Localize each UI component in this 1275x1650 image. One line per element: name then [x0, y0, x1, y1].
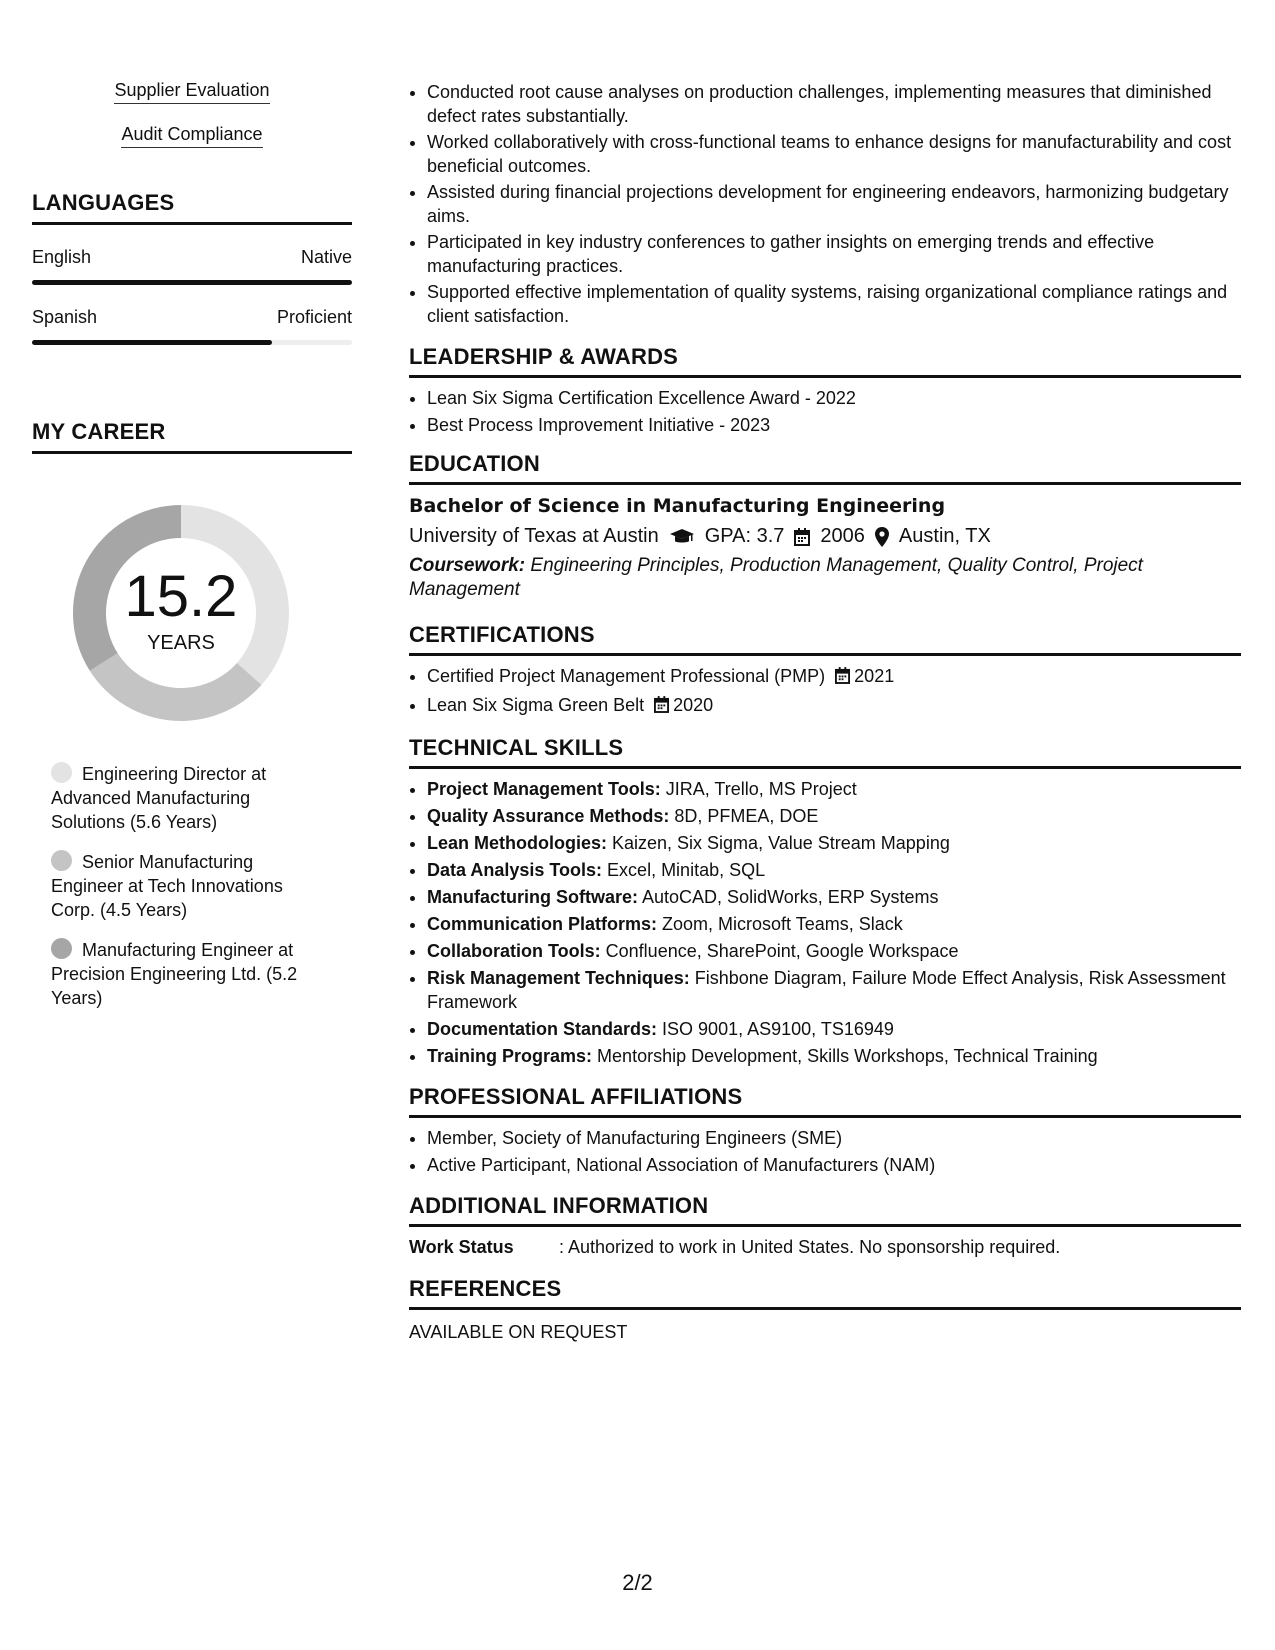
career-legend-text: Engineering Director at Advanced Manufacturing Solutions (5.6 Years): [51, 764, 267, 832]
skill-item: [427, 804, 1241, 828]
skill-item: [427, 831, 1241, 855]
career-legend-item: [51, 938, 316, 1010]
legend-dot-icon: [51, 850, 72, 871]
certification-item: [427, 693, 1241, 719]
left-column: [32, 80, 352, 1026]
career-total-unit: YEARS: [147, 632, 215, 654]
language-name: English: [32, 247, 92, 267]
skill-label: Manufacturing Software:: [427, 887, 639, 907]
affiliations-section: [409, 1084, 1241, 1177]
education-location: Austin, TX: [898, 525, 991, 547]
skill-value: ISO 9001, AS9100, TS16949: [657, 1019, 894, 1039]
skill-value: JIRA, Trello, MS Project: [660, 779, 857, 799]
work-status-label: Work Status: [409, 1237, 514, 1257]
technical-skills-list: [409, 777, 1241, 1068]
graduation-year: 2006: [820, 525, 865, 547]
skill-value: Fishbone Diagram, Failure Mode Effect Analysis, Risk Assessment Framework: [427, 968, 1226, 1012]
leadership-section: [409, 344, 1241, 437]
skill-label: Training Programs:: [427, 1046, 593, 1066]
language-level: Native: [300, 247, 352, 267]
references-text: AVAILABLE ON REQUEST: [409, 1322, 628, 1342]
degree-title: Bachelor of Science in Manufacturing Engineering: [409, 495, 946, 517]
career-heading: MY CAREER: [32, 419, 352, 454]
certifications-heading: CERTIFICATIONS: [409, 622, 1241, 656]
skill-value: Confluence, SharePoint, Google Workspace: [600, 941, 959, 961]
certification-name: Lean Six Sigma Green Belt: [427, 695, 645, 715]
career-section: [32, 419, 352, 1010]
calendar-icon: [794, 528, 810, 546]
career-legend-text: Senior Manufacturing Engineer at Tech Innovations Corp. (4.5 Years): [51, 852, 283, 920]
skill-item: [427, 777, 1241, 801]
technical-skills-heading: TECHNICAL SKILLS: [409, 735, 1241, 769]
legend-dot-icon: [51, 938, 72, 959]
certification-item: [427, 664, 1241, 690]
language-level-bar: [32, 340, 352, 345]
leadership-list: [409, 386, 1241, 437]
experience-bullet: • Worked collaboratively with cross-functional teams to enhance designs for manufacturability and cost beneficial outcomes.: [427, 130, 1241, 178]
graduation-cap-icon: [669, 528, 695, 546]
coursework-label: Coursework:: [409, 555, 526, 576]
skill-label: Data Analysis Tools:: [427, 860, 603, 880]
language-level-fill: [32, 280, 352, 285]
certification-year: 2021: [854, 666, 895, 686]
work-status-value: : Authorized to work in United States. No sponsorship required.: [559, 1237, 1061, 1257]
map-pin-icon: [875, 527, 889, 547]
skill-value: AutoCAD, SolidWorks, ERP Systems: [638, 887, 939, 907]
skill-label: Communication Platforms:: [427, 914, 658, 934]
skill-value: Excel, Minitab, SQL: [602, 860, 766, 880]
language-name: Spanish: [32, 307, 98, 327]
language-level: Proficient: [276, 307, 352, 327]
references-heading: REFERENCES: [409, 1276, 1241, 1310]
calendar-icon: [654, 695, 669, 719]
certifications-list: [409, 664, 1241, 719]
coursework: [409, 554, 1241, 602]
certification-year: 2020: [673, 695, 714, 715]
skill-label: Collaboration Tools:: [427, 941, 601, 961]
skill-label: Documentation Standards:: [427, 1019, 658, 1039]
skill-label: Risk Management Techniques:: [427, 968, 690, 988]
career-legend-text: Manufacturing Engineer at Precision Engineering Ltd. (5.2 Years): [51, 940, 298, 1008]
gpa: GPA: 3.7: [704, 525, 785, 547]
certifications-section: [409, 622, 1241, 719]
experience-bullet-list: [409, 80, 1241, 328]
leadership-heading: LEADERSHIP & AWARDS: [409, 344, 1241, 378]
skill-link[interactable]: [32, 80, 352, 104]
skill-item: [427, 939, 1241, 963]
career-legend: [32, 762, 352, 1010]
skill-label: Quality Assurance Methods:: [427, 806, 670, 826]
education-meta: [409, 525, 1241, 548]
school-name: University of Texas at Austin: [409, 525, 659, 547]
affiliation-item: • Member, Society of Manufacturing Engineers (SME): [427, 1126, 1241, 1150]
affiliations-heading: PROFESSIONAL AFFILIATIONS: [409, 1084, 1241, 1118]
language-level-fill: [32, 340, 272, 345]
affiliations-list: [409, 1126, 1241, 1177]
skill-value: Zoom, Microsoft Teams, Slack: [657, 914, 903, 934]
skill-value: Kaizen, Six Sigma, Value Stream Mapping: [607, 833, 950, 853]
legend-dot-icon: [51, 762, 72, 783]
skill-link[interactable]: [32, 124, 352, 148]
career-legend-item: [51, 762, 316, 834]
skill-label: Lean Methodologies:: [427, 833, 607, 853]
coursework-text: Engineering Principles, Production Management, Quality Control, Project Management: [409, 555, 1143, 600]
career-legend-item: [51, 850, 316, 922]
affiliation-item: • Active Participant, National Association of Manufacturers (NAM): [427, 1153, 1241, 1177]
additional-info-section: [409, 1193, 1241, 1258]
skill-link-label: Supplier Evaluation: [114, 80, 269, 104]
experience-bullet: • Supported effective implementation of quality systems, raising organizational compliance ratings and client satisfaction.: [427, 280, 1241, 328]
skill-value: 8D, PFMEA, DOE: [669, 806, 819, 826]
skill-label: Project Management Tools:: [427, 779, 661, 799]
language-item: [32, 247, 352, 285]
experience-bullet: • Participated in key industry conferences to gather insights on emerging trends and effective manufacturing practices.: [427, 230, 1241, 278]
technical-skills-section: [409, 735, 1241, 1068]
award-item: • Best Process Improvement Initiative - 2023: [427, 413, 1241, 437]
career-total-years: 15.2: [124, 564, 238, 629]
calendar-icon: [835, 666, 850, 690]
additional-info-heading: ADDITIONAL INFORMATION: [409, 1193, 1241, 1227]
skill-link-label: Audit Compliance: [121, 124, 262, 148]
languages-heading: LANGUAGES: [32, 190, 352, 225]
skill-item: [427, 858, 1241, 882]
experience-bullet: • Assisted during financial projections development for engineering endeavors, harmonizing budgetary aims.: [427, 180, 1241, 228]
languages-section: [32, 190, 352, 345]
work-status-row: [409, 1237, 1241, 1258]
skill-item: [427, 912, 1241, 936]
career-donut-chart: [66, 498, 296, 728]
page-number: 2/2: [622, 1570, 653, 1595]
experience-bullet: • Conducted root cause analyses on production challenges, implementing measures that diminished defect rates substantially.: [427, 80, 1241, 128]
skill-item: [427, 1044, 1241, 1068]
right-column: [409, 80, 1241, 1343]
education-section: [409, 451, 1241, 602]
skill-item: [427, 885, 1241, 909]
language-item: [32, 307, 352, 345]
skill-value: Mentorship Development, Skills Workshops, Technical Training: [592, 1046, 1098, 1066]
skill-item: [427, 966, 1241, 1014]
career-donut-center: [66, 498, 296, 728]
education-heading: EDUCATION: [409, 451, 1241, 485]
references-section: [409, 1276, 1241, 1343]
certification-name: Certified Project Management Professional (PMP): [427, 666, 826, 686]
award-item: • Lean Six Sigma Certification Excellence Award - 2022: [427, 386, 1241, 410]
skill-item: [427, 1017, 1241, 1041]
language-level-bar: [32, 280, 352, 285]
